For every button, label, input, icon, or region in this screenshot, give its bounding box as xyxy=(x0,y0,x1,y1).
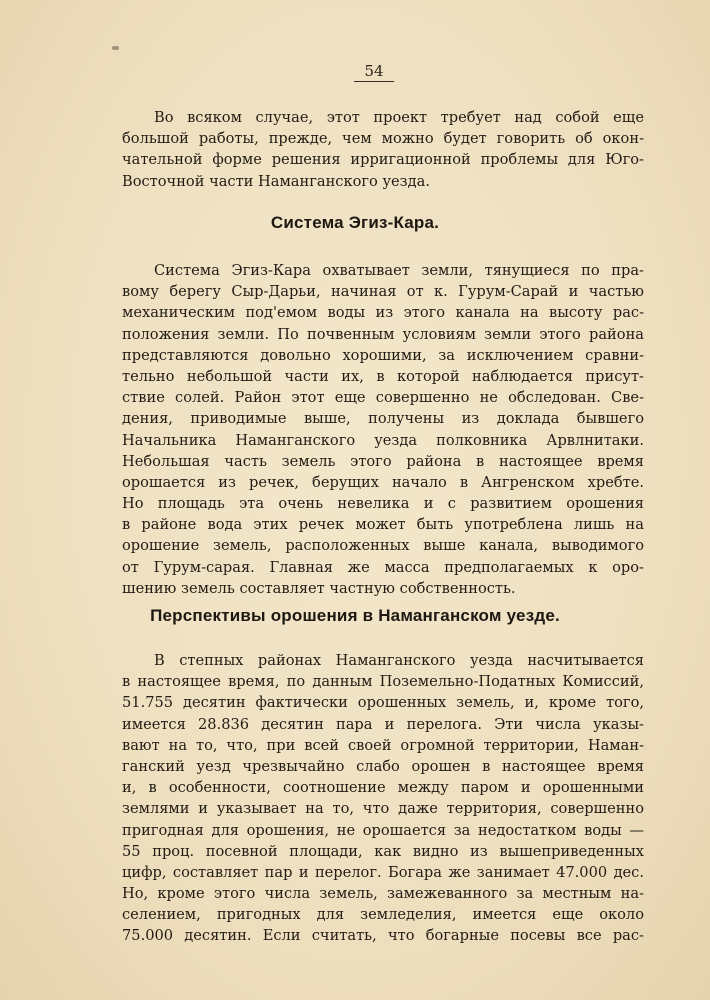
text-line: Восточной части Наманганского уезда. xyxy=(122,172,430,190)
text-line: пригодная для орошения, не орошается за недостатком воды — xyxy=(122,821,644,839)
text-line: Небольшая часть земель этого района в настоящее время xyxy=(122,452,644,470)
page-number-text: 54 xyxy=(354,62,393,82)
text-line: тельно небольшой части их, в которой наблюдается присут- xyxy=(122,367,644,385)
paragraph-namangan-irrigation xyxy=(122,650,644,947)
text-line: Но площадь эта очень невелика и с развитием орошения xyxy=(122,495,644,513)
text-line: в районе вода этих речек может быть употреблена лишь на xyxy=(122,516,644,534)
text-line: 51.755 десятин фактически орошенных земель, и, кроме того, xyxy=(122,694,644,712)
text-line: ствие солей. Район этот еще совершенно не обследован. Све- xyxy=(122,389,644,407)
text-line: 55 проц. посевной площади, как видно из вышеприведенных xyxy=(122,842,644,860)
text-line: орошается из речек, берущих начало в Ангренском хребте. xyxy=(122,473,644,491)
text-line: имеется 28.836 десятин пара и перелога. Эти числа указы- xyxy=(122,715,644,733)
text-line: большой работы, прежде, чем можно будет говорить об окон- xyxy=(122,130,644,148)
text-line: Начальника Наманганского уезда полковника Арвлнитаки. xyxy=(122,431,644,449)
text-line: ганский уезд чрезвычайно слабо орошен в настоящее время xyxy=(122,757,644,775)
text-line: представляются довольно хорошими, за исключением сравни- xyxy=(122,346,644,364)
text-line: Во всяком случае, этот проект требует над собой еще xyxy=(154,109,644,126)
text-line: вому берегу Сыр-Дарьи, начиная от к. Гурум-Сарай и частью xyxy=(122,283,644,301)
text-line: и, в особенности, соотношение между паром и орошенными xyxy=(122,779,644,797)
text-line: В степных районах Наманганского уезда насчитывается xyxy=(154,652,644,669)
text-line: 75.000 десятин. Если считать, что богарные посевы все рас- xyxy=(122,927,644,945)
text-line: в настоящее время, по данным Поземельно-Податных Комиссий, xyxy=(122,673,644,691)
text-line: орошение земель, расположенных выше канала, выводимого xyxy=(122,537,644,555)
text-line: Система Эгиз-Кара охватывает земли, тянущиеся по пра- xyxy=(154,262,644,279)
section-heading-namangan-irrigation: Перспективы орошения в Наманганском уезде. xyxy=(150,606,560,625)
text-line: селением, пригодных для земледелия, имеется еще около xyxy=(122,906,644,924)
ink-blot xyxy=(112,46,119,50)
text-line: цифр, составляет пар и перелог. Богара же занимает 47.000 дес. xyxy=(122,863,644,881)
page-number xyxy=(0,62,710,82)
text-line: чательной форме решения ирригационной проблемы для Юго- xyxy=(122,151,644,169)
paragraph-egiz-kara xyxy=(122,260,644,599)
text-line: землями и указывает на то, что даже территория, совершенно xyxy=(122,800,644,818)
text-line: от Гурум-сарая. Главная же масса предполагаемых к оро- xyxy=(122,558,644,576)
text-line: положения земли. По почвенным условиям земли этого района xyxy=(122,325,644,343)
text-line: вают на то, что, при всей своей огромной территории, Наман- xyxy=(122,736,644,754)
text-line: дения, приводимые выше, получены из доклада бывшего xyxy=(122,410,644,428)
section-heading-egiz-kara: Система Эгиз-Кара. xyxy=(270,213,440,232)
text-line: шению земель составляет частную собственность. xyxy=(122,579,516,597)
paragraph-intro xyxy=(122,107,644,192)
text-line: Но, кроме этого числа земель, замежеванного за местным на- xyxy=(122,885,644,903)
text-line: механическим под'емом воды из этого канала на высоту рас- xyxy=(122,304,644,322)
